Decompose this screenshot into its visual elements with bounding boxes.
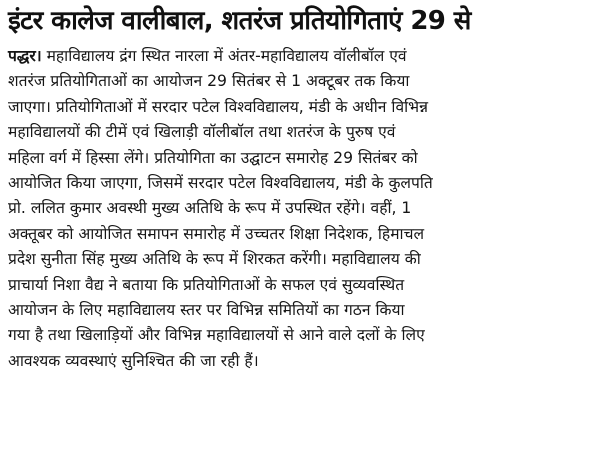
article-line-12: गया है तथा खिलाड़ियों और विभिन्न महाविद्यालयों से आने वाले दलों के लिए: [8, 326, 425, 345]
article-line-9: प्रदेश सुनीता सिंह मुख्य अतिथि के रूप में शिरकत करेंगी। महाविद्यालय की: [8, 250, 421, 269]
article-line-3: जाएगा। प्रतियोगिताओं में सरदार पटेल विश्वविद्यालय, मंडी के अधीन विभिन्न: [8, 97, 428, 116]
article-line-1-text: महाविद्यालय द्रंग स्थित नारला में अंतर-महाविद्यालय वॉलीबॉल एवं: [41, 47, 407, 65]
article-headline: इंटर कालेज वालीबाल, शतरंज प्रतियोगिताएं 29 से: [8, 6, 471, 36]
article-line-8: अक्तूबर को आयोजित समापन समारोह में उच्चतर शिक्षा निदेशक, हिमाचल: [8, 224, 425, 243]
article-line-1: [8, 44, 608, 69]
article-line-4: महाविद्यालयों की टीमें एवं खिलाड़ी वॉलीबॉल तथा शतरंज के पुरुष एवं: [8, 123, 396, 142]
article-line-2: शतरंज प्रतियोगिताओं का आयोजन 29 सितंबर से 1 अक्टूबर तक किया: [8, 72, 410, 91]
article-body: [8, 44, 608, 374]
article-line-10: प्राचार्या निशा वैद्य ने बताया कि प्रतियोगिताओं के सफल एवं सुव्यवस्थित: [8, 275, 405, 294]
article-line-6: आयोजित किया जाएगा, जिसमें सरदार पटेल विश्वविद्यालय, मंडी के कुलपति: [8, 173, 433, 192]
article-dateline: पद्धर।: [8, 47, 42, 65]
article-line-5: महिला वर्ग में हिस्सा लेंगे। प्रतियोगिता का उद्घाटन समारोह 29 सितंबर को: [8, 148, 418, 167]
article-line-11: आयोजन के लिए महाविद्यालय स्तर पर विभिन्न समितियों का गठन किया: [8, 300, 405, 319]
article-line-7: प्रो. ललित कुमार अवस्थी मुख्य अतिथि के रूप में उपस्थित रहेंगे। वहीं, 1: [8, 199, 412, 218]
article-line-13: आवश्यक व्यवस्थाएं सुनिश्चित की जा रही हैं।: [8, 351, 259, 370]
